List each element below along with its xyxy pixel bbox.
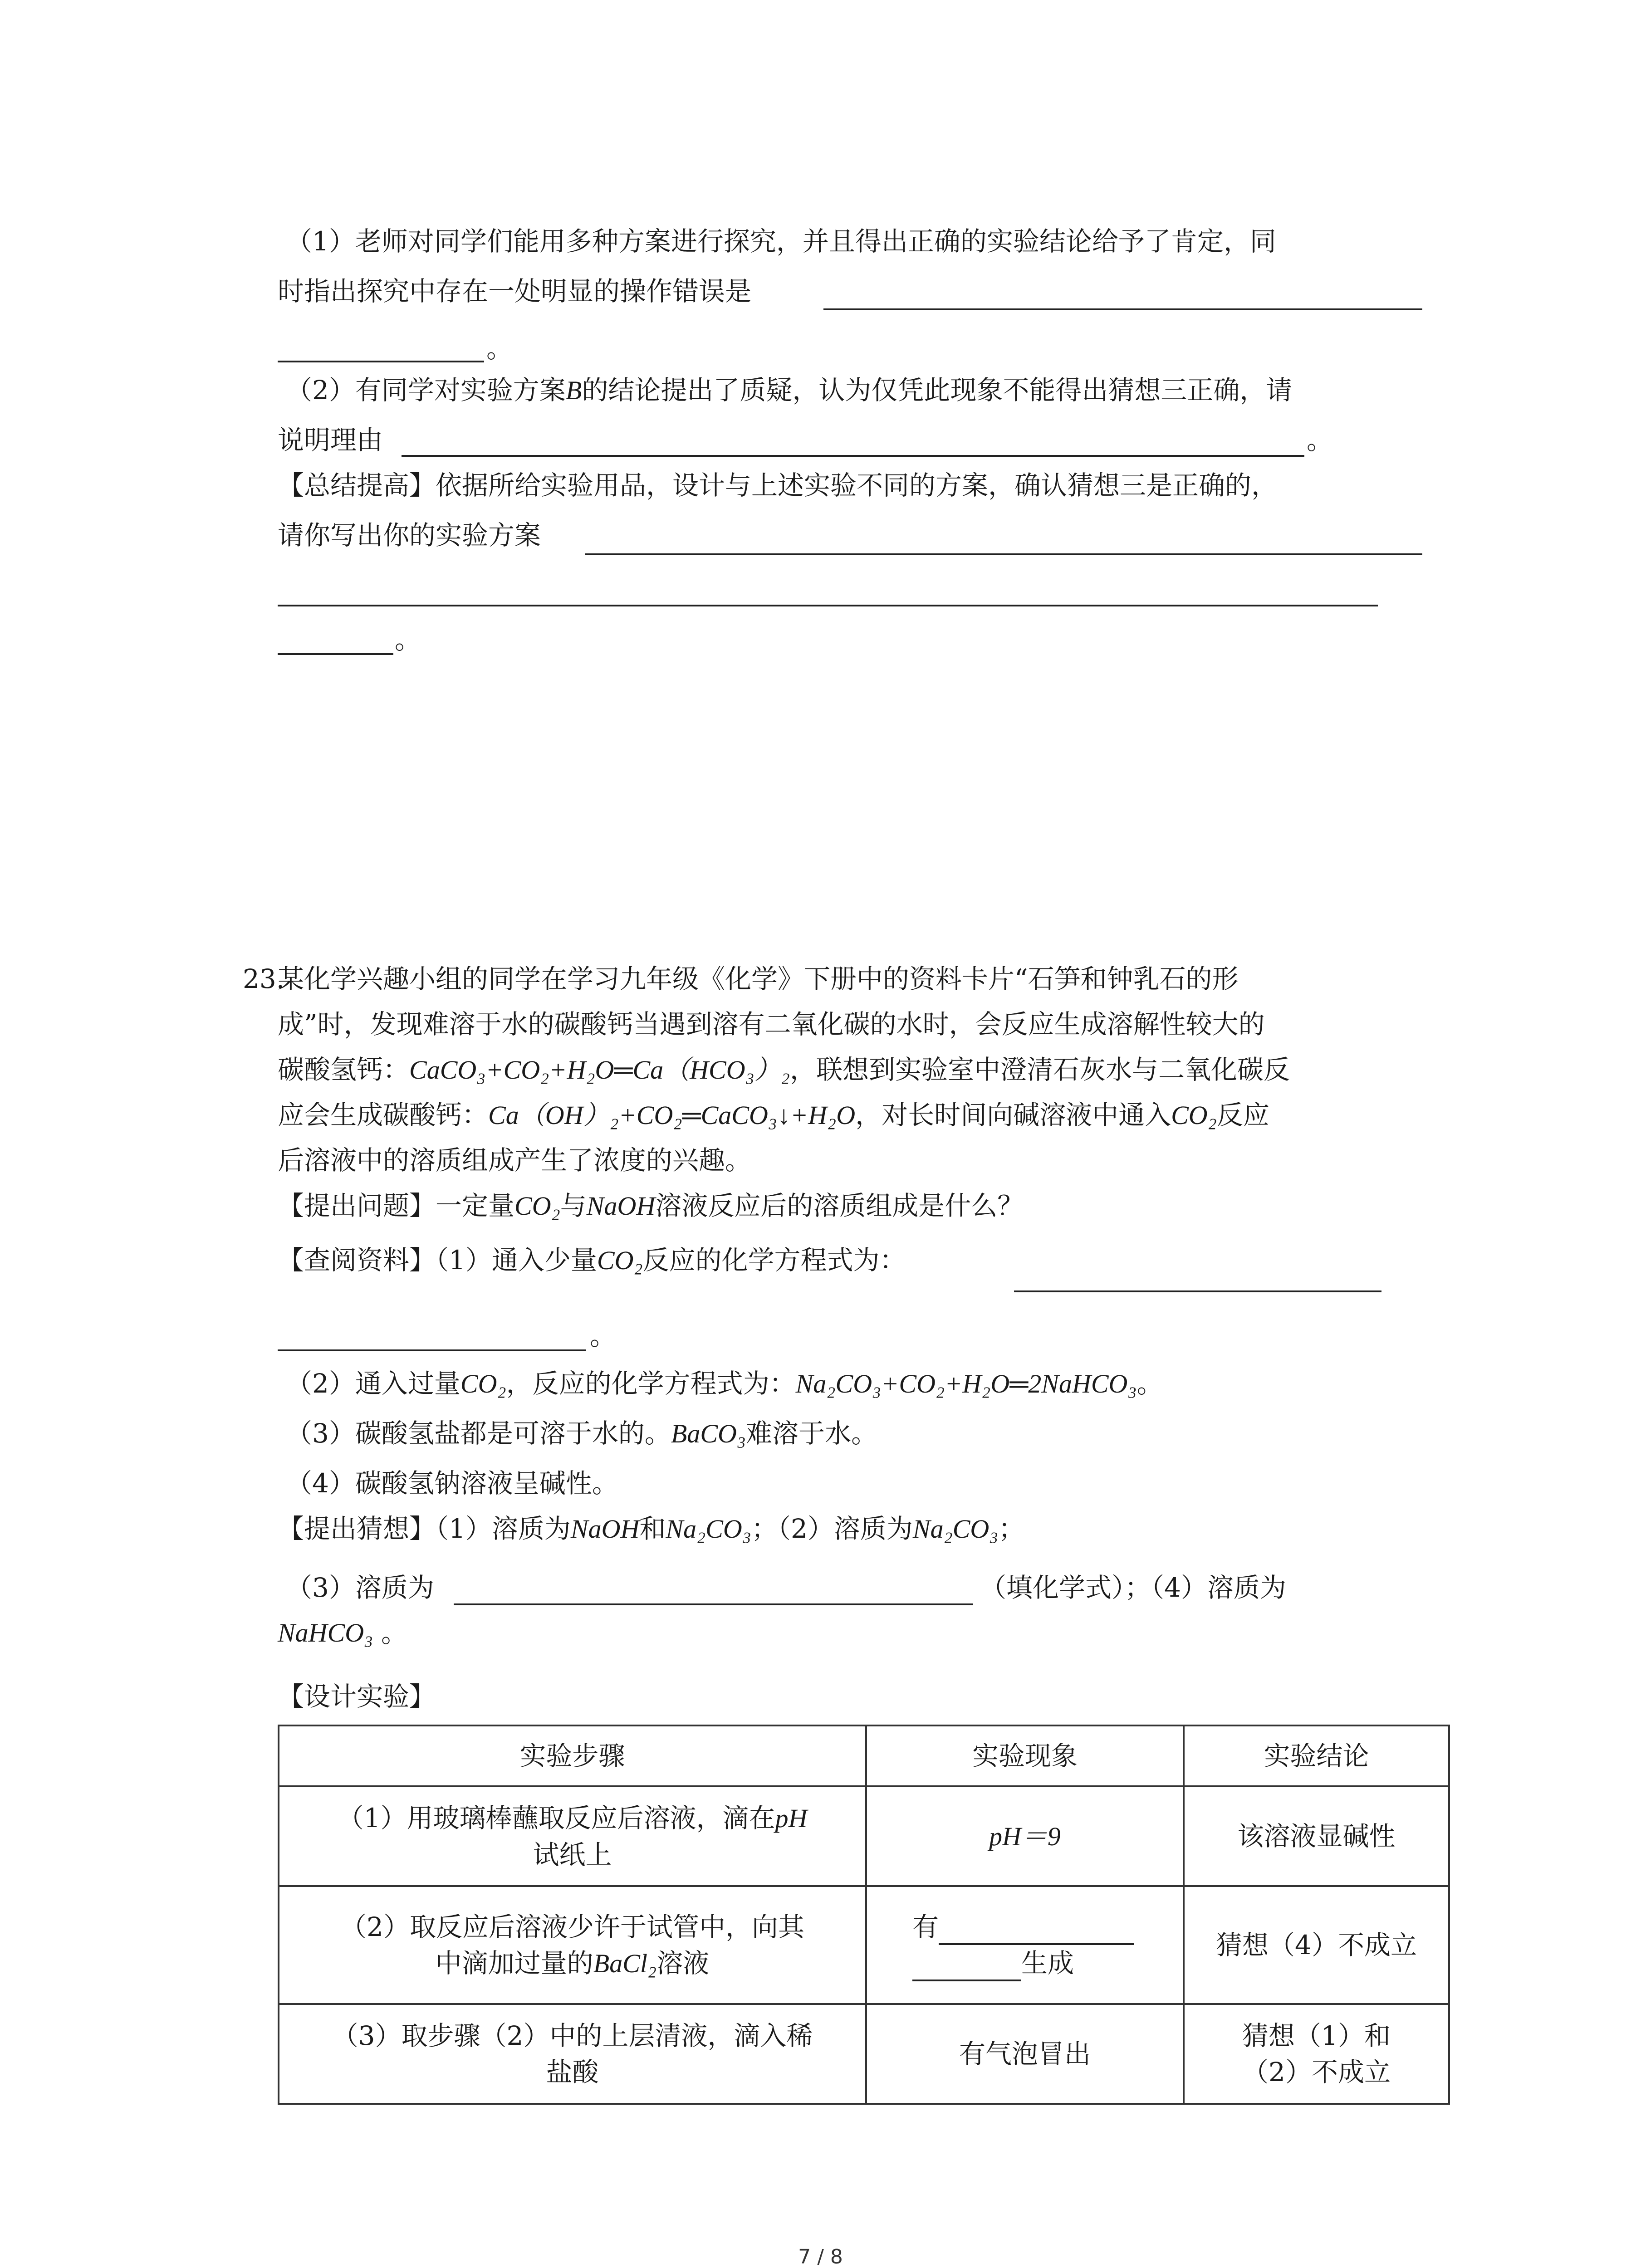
answer-blank[interactable] — [402, 455, 1304, 457]
q23-intro-line5: 后溶液中的溶质组成产生了浓度的兴趣。 — [278, 1145, 752, 1176]
answer-blank[interactable] — [278, 361, 484, 362]
table-cell-observation: pH＝9 — [866, 1786, 1184, 1886]
hypothesis-4-formula: NaHCO₃ — [278, 1618, 373, 1647]
reference-1: 【查阅资料】（1）通入少量CO₂反应的化学方程式为： — [278, 1245, 906, 1276]
reference-3: （3）碳酸氢盐都是可溶于水的。BaCO₃难溶于水。 — [286, 1418, 878, 1449]
table-row — [279, 1886, 1449, 2004]
answer-blank[interactable] — [823, 308, 1422, 310]
answer-blank[interactable] — [278, 605, 1378, 606]
table-cell-step: （1）用玻璃棒蘸取反应后溶液，滴在pH 试纸上 — [279, 1786, 866, 1886]
ask-question: 【提出问题】一定量CO₂与NaOH溶液反应后的溶质组成是什么？ — [278, 1190, 1024, 1221]
page-number: 7 / 8 — [798, 2245, 843, 2268]
q23-intro-line4: 应会生成碳酸钙：Ca（OH）₂+CO₂═CaCO₃↓+H₂O，对长时间向碱溶液中通入CO₂反应 — [278, 1100, 1269, 1130]
table-cell-observation: 有 生成 — [866, 1886, 1184, 2004]
period: 。 — [590, 1320, 617, 1351]
table-cell-step: （3）取步骤（2）中的上层清液，滴入稀 盐酸 — [279, 2004, 866, 2104]
period: 。 — [395, 624, 421, 655]
period: 。 — [1307, 425, 1333, 455]
hypothesis-4-period: 。 — [381, 1618, 408, 1648]
experiment-table — [278, 1725, 1450, 2105]
table-row — [279, 2004, 1449, 2104]
answer-blank[interactable] — [278, 653, 393, 655]
table-header: 实验结论 — [1184, 1725, 1449, 1786]
answer-blank[interactable] — [912, 1952, 1021, 1981]
period: 。 — [486, 333, 513, 364]
hypothesis-1-2: 【提出猜想】（1）溶质为NaOH和Na₂CO₃；（2）溶质为Na₂CO₃； — [278, 1513, 1025, 1544]
table-cell-conclusion: 猜想（1）和 （2）不成立 — [1184, 2004, 1449, 2104]
summary-line2: 请你写出你的实验方案 — [278, 520, 541, 551]
q23-intro-line1: 某化学兴趣小组的同学在学习九年级《化学》下册中的资料卡片“石笋和钟乳石的形 — [278, 963, 1239, 994]
reference-4: （4）碳酸氢钠溶液呈碱性。 — [286, 1468, 618, 1499]
table-cell-observation: 有气泡冒出 — [866, 2004, 1184, 2104]
q22-p1-line2: 时指出探究中存在一处明显的操作错误是 — [278, 276, 752, 307]
question-number: 23. — [243, 963, 285, 994]
table-header-row — [279, 1725, 1449, 1786]
answer-blank[interactable] — [1014, 1290, 1381, 1292]
hypothesis-3-4-tail: （填化学式）；（4）溶质为 — [980, 1572, 1286, 1603]
q23-intro-line2: 成”时，发现难溶于水的碳酸钙当遇到溶有二氧化碳的水时，会反应生成溶解性较大的 — [278, 1009, 1265, 1040]
table-cell-conclusion: 猜想（4）不成立 — [1184, 1886, 1449, 2004]
q22-p2-line1: （2）有同学对实验方案B的结论提出了质疑，认为仅凭此现象不能得出猜想三正确，请 — [286, 375, 1293, 406]
table-cell-conclusion: 该溶液显碱性 — [1184, 1786, 1449, 1886]
q22-p1-line1: （1）老师对同学们能用多种方案进行探究，并且得出正确的实验结论给予了肯定，同 — [286, 226, 1276, 257]
table-cell-step: （2）取反应后溶液少许于试管中，向其 中滴加过量的BaCl₂溶液 — [279, 1886, 866, 2004]
hypothesis-3-4: （3）溶质为 — [286, 1572, 434, 1603]
table-header: 实验现象 — [866, 1725, 1184, 1786]
table-row — [279, 1786, 1449, 1886]
q23-intro-line3: 碳酸氢钙：CaCO₃+CO₂+H₂O═Ca（HCO₃）₂，联想到实验室中澄清石灰水与二氧化碳反 — [278, 1054, 1290, 1085]
table-header: 实验步骤 — [279, 1725, 866, 1786]
answer-blank[interactable] — [278, 1349, 586, 1351]
q22-p2-line2: 说明理由 — [278, 425, 383, 455]
reference-2: （2）通入过量CO₂，反应的化学方程式为：Na₂CO₃+CO₂+H₂O═2NaHCO₃。 — [286, 1368, 1163, 1399]
design-heading: 【设计实验】 — [278, 1681, 436, 1712]
answer-blank[interactable] — [454, 1603, 973, 1605]
answer-blank[interactable] — [585, 553, 1422, 555]
summary-line1: 【总结提高】依据所给实验用品，设计与上述实验不同的方案，确认猜想三是正确的， — [278, 470, 1278, 501]
answer-blank[interactable] — [939, 1916, 1134, 1945]
